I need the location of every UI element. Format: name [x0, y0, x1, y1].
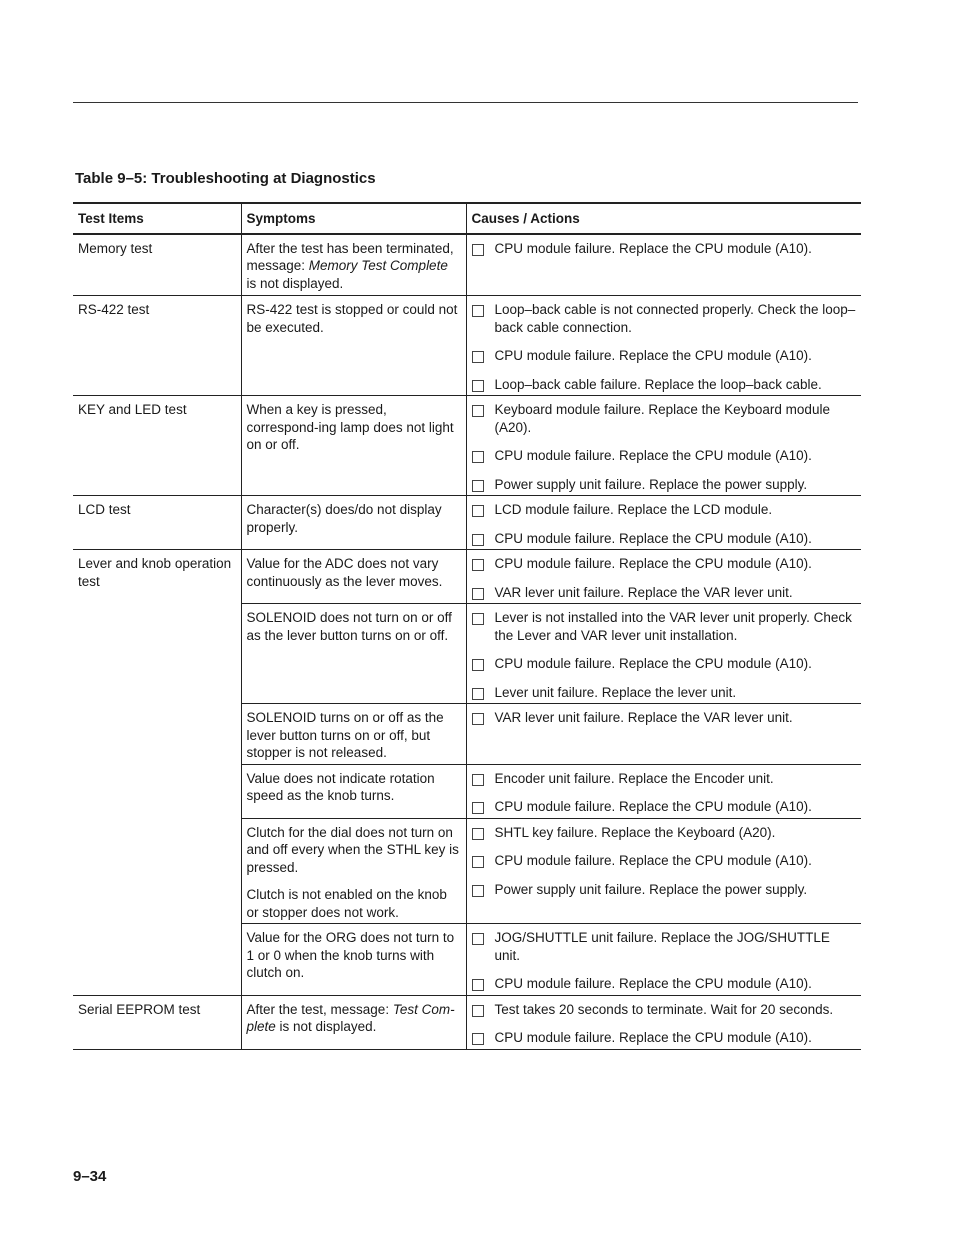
- test-item: RS-422 test: [73, 296, 241, 396]
- symptom: Character(s) does/do not display properly.: [241, 496, 466, 550]
- action-item: Power supply unit failure. Replace the power supply.: [472, 881, 857, 899]
- action-item: CPU module failure. Replace the CPU module (A10).: [472, 798, 857, 816]
- checkbox-icon: [472, 351, 484, 363]
- checkbox-icon: [472, 305, 484, 317]
- table-header-row: [73, 203, 861, 234]
- action-item: CPU module failure. Replace the CPU module (A10).: [472, 555, 857, 573]
- action-item: Loop–back cable failure. Replace the loop–back cable.: [472, 376, 857, 394]
- symptom: When a key is pressed, correspond-ing lamp does not light on or off.: [241, 396, 466, 496]
- checkbox-icon: [472, 979, 484, 991]
- header-test-items: Test Items: [73, 203, 241, 234]
- symptom: SOLENOID turns on or off as the lever button turns on or off, but stopper is not released.: [241, 704, 466, 765]
- symptom: SOLENOID does not turn on or off as the lever button turns on or off.: [241, 604, 466, 704]
- checkbox-icon: [472, 559, 484, 571]
- symptom: After the test has been terminated, message: Memory Test Complete is not displayed.: [241, 234, 466, 296]
- causes-actions: [466, 818, 861, 924]
- checkbox-icon: [472, 534, 484, 546]
- action-item: CPU module failure. Replace the CPU module (A10).: [472, 530, 857, 548]
- causes-actions: [466, 704, 861, 765]
- checkbox-icon: [472, 405, 484, 417]
- action-item: VAR lever unit failure. Replace the VAR lever unit.: [472, 584, 857, 602]
- checkbox-icon: [472, 505, 484, 517]
- causes-actions: [466, 995, 861, 1049]
- page-number: 9–34: [73, 1168, 107, 1185]
- checkbox-icon: [472, 588, 484, 600]
- checkbox-icon: [472, 1033, 484, 1045]
- checkbox-icon: [472, 802, 484, 814]
- action-item: CPU module failure. Replace the CPU module (A10).: [472, 1029, 857, 1047]
- action-item: Power supply unit failure. Replace the power supply.: [472, 476, 857, 494]
- checkbox-icon: [472, 688, 484, 700]
- action-item: CPU module failure. Replace the CPU module (A10).: [472, 655, 857, 673]
- causes-actions: [466, 764, 861, 818]
- table-row: [73, 550, 861, 604]
- action-item: CPU module failure. Replace the CPU module (A10).: [472, 240, 857, 258]
- checkbox-icon: [472, 380, 484, 392]
- header-rule: [73, 102, 858, 103]
- action-item: Encoder unit failure. Replace the Encoder unit.: [472, 770, 857, 788]
- action-item: CPU module failure. Replace the CPU module (A10).: [472, 447, 857, 465]
- causes-actions: [466, 496, 861, 550]
- checkbox-icon: [472, 885, 484, 897]
- action-item: Lever is not installed into the VAR lever unit properly. Check the Lever and VAR lever unit installation.: [472, 609, 857, 644]
- action-item: JOG/SHUTTLE unit failure. Replace the JOG/SHUTTLE unit.: [472, 929, 857, 964]
- table-row: [73, 995, 861, 1049]
- test-item: Memory test: [73, 234, 241, 296]
- symptom: After the test, message: Test Com-plete is not displayed.: [241, 995, 466, 1049]
- action-item: VAR lever unit failure. Replace the VAR lever unit.: [472, 709, 857, 727]
- test-item: Serial EEPROM test: [73, 995, 241, 1049]
- action-item: CPU module failure. Replace the CPU module (A10).: [472, 975, 857, 993]
- test-item: Lever and knob operation test: [73, 550, 241, 996]
- action-item: SHTL key failure. Replace the Keyboard (A20).: [472, 824, 857, 842]
- table-row: [73, 396, 861, 496]
- symptom: Value for the ORG does not turn to 1 or 0 when the knob turns with clutch on.: [241, 924, 466, 996]
- action-item: CPU module failure. Replace the CPU module (A10).: [472, 852, 857, 870]
- checkbox-icon: [472, 244, 484, 256]
- symptom: RS-422 test is stopped or could not be executed.: [241, 296, 466, 396]
- symptom: Clutch for the dial does not turn on and off every when the STHL key is pressed. Clutch is not enabled on the knob or stopper does not work.: [241, 818, 466, 924]
- table-row: [73, 496, 861, 550]
- checkbox-icon: [472, 451, 484, 463]
- table-caption: Table 9–5: Troubleshooting at Diagnostics: [75, 170, 376, 187]
- action-item: CPU module failure. Replace the CPU module (A10).: [472, 347, 857, 365]
- causes-actions: [466, 296, 861, 396]
- symptom: Value for the ADC does not vary continuously as the lever moves.: [241, 550, 466, 604]
- checkbox-icon: [472, 713, 484, 725]
- table-row: [73, 296, 861, 396]
- causes-actions: [466, 924, 861, 996]
- causes-actions: [466, 396, 861, 496]
- checkbox-icon: [472, 480, 484, 492]
- checkbox-icon: [472, 828, 484, 840]
- header-causes-actions: Causes / Actions: [466, 203, 861, 234]
- causes-actions: [466, 604, 861, 704]
- checkbox-icon: [472, 856, 484, 868]
- test-item: KEY and LED test: [73, 396, 241, 496]
- troubleshooting-table: [73, 202, 861, 1050]
- table-row: [73, 234, 861, 296]
- checkbox-icon: [472, 933, 484, 945]
- action-item: LCD module failure. Replace the LCD module.: [472, 501, 857, 519]
- action-item: Keyboard module failure. Replace the Keyboard module (A20).: [472, 401, 857, 436]
- checkbox-icon: [472, 659, 484, 671]
- checkbox-icon: [472, 1005, 484, 1017]
- action-item: Lever unit failure. Replace the lever unit.: [472, 684, 857, 702]
- symptom: Value does not indicate rotation speed as the knob turns.: [241, 764, 466, 818]
- test-item: LCD test: [73, 496, 241, 550]
- action-item: Test takes 20 seconds to terminate. Wait for 20 seconds.: [472, 1001, 857, 1019]
- causes-actions: [466, 234, 861, 296]
- action-item: Loop–back cable is not connected properly. Check the loop–back cable connection.: [472, 301, 857, 336]
- causes-actions: [466, 550, 861, 604]
- checkbox-icon: [472, 774, 484, 786]
- header-symptoms: Symptoms: [241, 203, 466, 234]
- checkbox-icon: [472, 613, 484, 625]
